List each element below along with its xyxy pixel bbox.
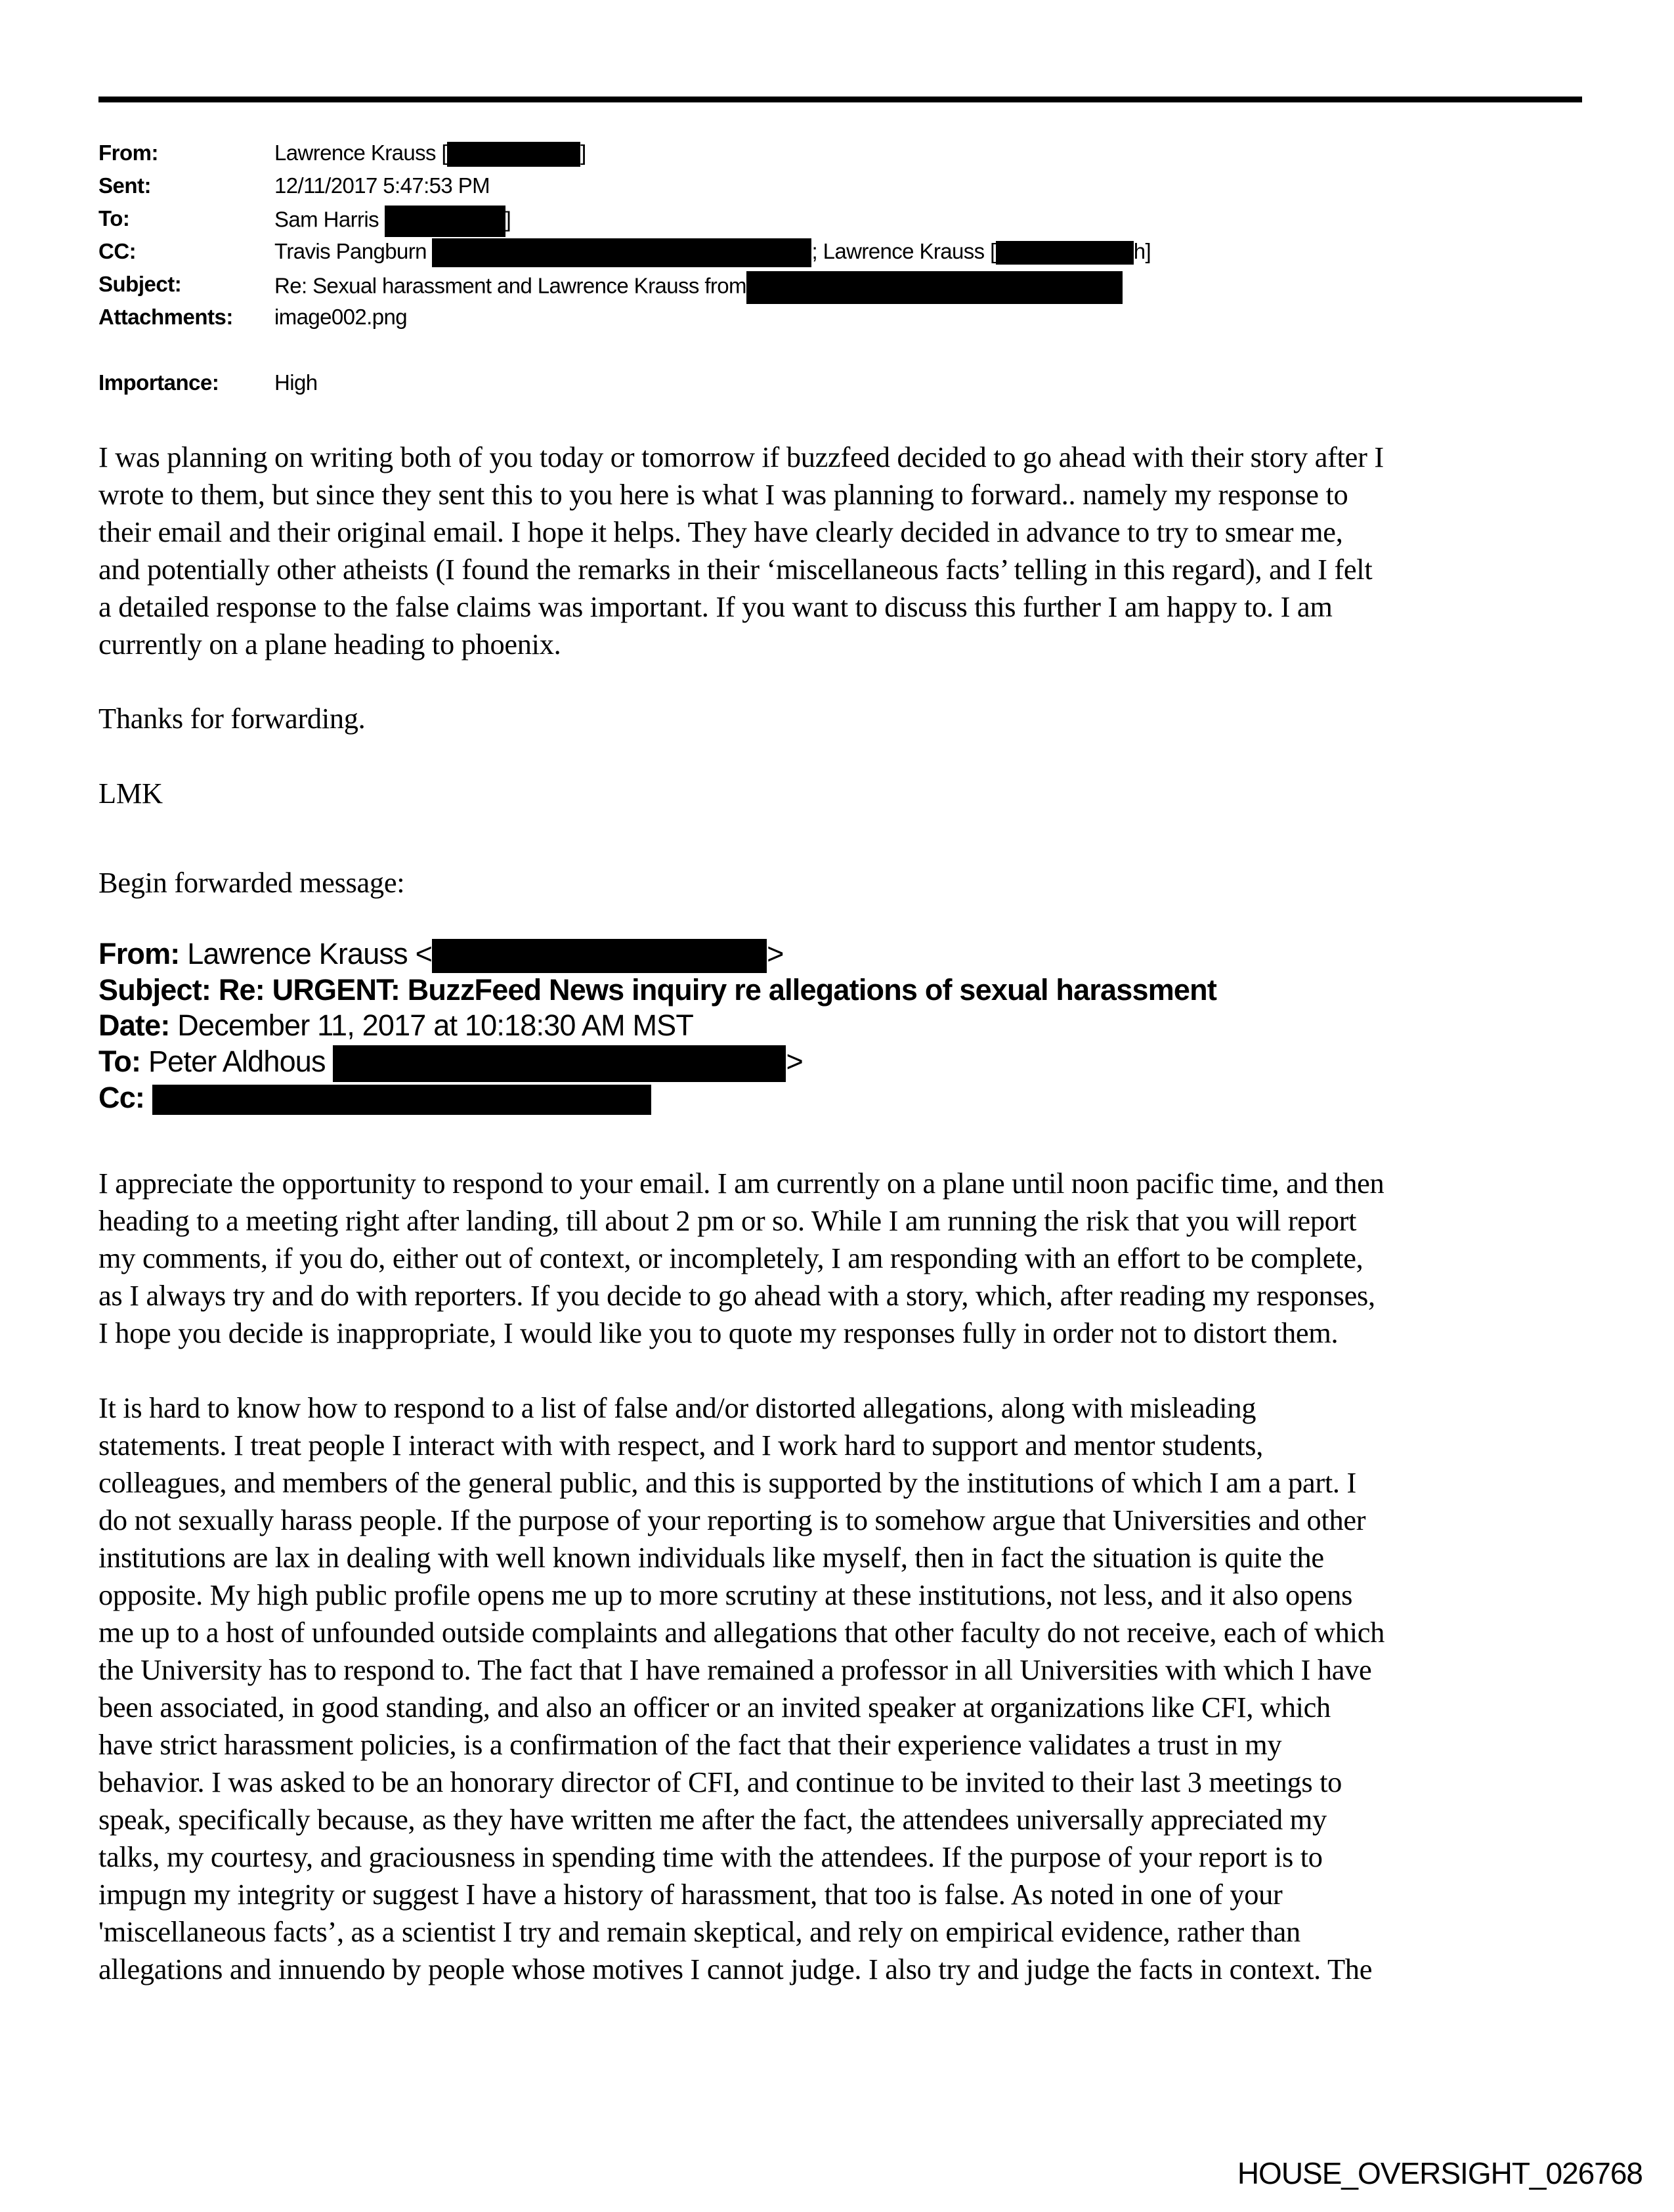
forwarded-date-value: December 11, 2017 at 10:18:30 AM MST (177, 1008, 694, 1042)
forwarded-subject-label: Subject: (98, 973, 211, 1007)
text-line: talks, my courtesy, and graciousness in spending time with the attendees. If the purpose of your report is to (98, 1840, 1323, 1873)
forwarded-to-row (98, 1044, 803, 1082)
text-line: 'miscellaneous facts’, as a scientist I try and remain skeptical, and rely on empirical evidence, rather than (98, 1915, 1300, 1948)
forwarded-to-close: > (786, 1045, 803, 1078)
text-line: statements. I treat people I interact with with respect, and I work hard to support and mentor students, (98, 1429, 1264, 1462)
to-close: ] (505, 207, 511, 232)
forwarded-from-row (98, 936, 784, 973)
text-line: do not sexually harass people. If the purpose of your reporting is to somehow argue that Universities and other (98, 1504, 1366, 1536)
from-close: ] (580, 141, 586, 165)
importance-label: Importance: (98, 370, 219, 395)
bates-number: HOUSE_OVERSIGHT_026768 (1237, 2156, 1642, 2190)
text-line: heading to a meeting right after landing, till about 2 pm or so. While I am running the risk that you will report (98, 1204, 1357, 1237)
from-label: From: (98, 141, 158, 165)
redaction-block (447, 142, 580, 167)
forwarded-paragraph-1 (98, 1165, 1589, 1352)
forwarded-cc-label: Cc: (98, 1081, 145, 1114)
message-paragraph-1 (98, 439, 1589, 663)
forwarded-date-row (98, 1008, 693, 1043)
redaction-block (385, 206, 505, 237)
text-line: colleagues, and members of the general public, and this is supported by the institutions of which I am a part. I (98, 1466, 1356, 1499)
forwarded-subject-value: Re: URGENT: BuzzFeed News inquiry re allegations of sexual harassment (218, 973, 1217, 1007)
message-thanks: Thanks for forwarding. (98, 702, 366, 735)
text-line: impugn my integrity or suggest I have a history of harassment, that too is false. As noted in one of your (98, 1878, 1283, 1911)
to-value: Sam Harris (274, 207, 379, 232)
forwarded-paragraph-2 (98, 1389, 1589, 1988)
text-line: It is hard to know how to respond to a list of false and/or distorted allegations, along with misleading (98, 1391, 1256, 1424)
cc-separator: ; Lawrence Krauss [ (811, 239, 996, 263)
from-value: Lawrence Krauss [ (274, 141, 448, 165)
sent-value: 12/11/2017 5:47:53 PM (274, 173, 490, 198)
text-line: a detailed response to the false claims was important. If you want to discuss this further I am happy to. I am (98, 590, 1333, 623)
redaction-block (333, 1045, 786, 1082)
text-line: currently on a plane heading to phoenix. (98, 628, 561, 661)
cc-value-1: Travis Pangburn (274, 239, 427, 263)
message-signature: LMK (98, 777, 163, 810)
redaction-block (432, 238, 811, 267)
forwarded-from-close: > (767, 937, 784, 970)
forwarded-from-value: Lawrence Krauss < (187, 937, 433, 970)
subject-value: Re: Sexual harassment and Lawrence Krauss from (274, 273, 746, 298)
attachment-file-link[interactable]: image002.png (274, 305, 407, 329)
text-line: have strict harassment policies, is a confirmation of the fact that their experience validates a trust in my (98, 1728, 1282, 1761)
sent-label: Sent: (98, 173, 151, 198)
cc-label: CC: (98, 239, 137, 263)
forwarded-subject-row (98, 972, 1216, 1008)
redaction-block (746, 271, 1123, 304)
forwarded-from-label: From: (98, 937, 180, 970)
text-line: been associated, in good standing, and also an officer or an invited speaker at organizations like CFI, which (98, 1691, 1331, 1724)
text-line: behavior. I was asked to be an honorary director of CFI, and continue to be invited to their last 3 meetings to (98, 1766, 1342, 1798)
forwarded-date-label: Date: (98, 1008, 170, 1042)
forward-intro: Begin forwarded message: (98, 866, 405, 899)
to-label: To: (98, 206, 130, 230)
forwarded-to-value: Peter Aldhous (148, 1045, 326, 1078)
text-line: wrote to them, but since they sent this to you here is what I was planning to forward.. namely my response to (98, 478, 1348, 511)
text-line: the University has to respond to. The fact that I have remained a professor in all Universities with which I have (98, 1653, 1372, 1686)
text-line: opposite. My high public profile opens me up to more scrutiny at these institutions, not less, and it also opens (98, 1578, 1353, 1611)
redaction-block (996, 241, 1134, 265)
subject-label: Subject: (98, 272, 182, 296)
redaction-block (152, 1085, 651, 1115)
text-line: my comments, if you do, either out of context, or incompletely, I am responding with an effort to be complete, (98, 1242, 1363, 1274)
forwarded-to-label: To: (98, 1045, 141, 1078)
text-line: I hope you decide is inappropriate, I would like you to quote my responses fully in order not to distort them. (98, 1316, 1339, 1349)
text-line: as I always try and do with reporters. If you decide to go ahead with a story, which, after reading my responses, (98, 1279, 1375, 1312)
header-divider-rule (98, 97, 1582, 102)
text-line: I appreciate the opportunity to respond to your email. I am currently on a plane until noon pacific time, and then (98, 1167, 1384, 1200)
attachments-label: Attachments: (98, 305, 233, 329)
importance-value: High (274, 370, 318, 395)
cc-tail: h] (1133, 239, 1151, 263)
text-line: and potentially other atheists (I found the remarks in their ‘miscellaneous facts’ telling in this regard), and I felt (98, 553, 1373, 586)
forwarded-cc-row (98, 1080, 651, 1116)
text-line: institutions are lax in dealing with well known individuals like myself, then in fact the situation is quite the (98, 1541, 1324, 1574)
text-line: speak, specifically because, as they have written me after the fact, the attendees universally appreciated my (98, 1803, 1327, 1836)
text-line: I was planning on writing both of you today or tomorrow if buzzfeed decided to go ahead with their story after I (98, 441, 1384, 473)
text-line: me up to a host of unfounded outside complaints and allegations that other faculty do not receive, each of which (98, 1616, 1385, 1649)
text-line: their email and their original email. I hope it helps. They have clearly decided in advance to try to smear me, (98, 515, 1343, 548)
redaction-block (432, 939, 767, 973)
text-line: allegations and innuendo by people whose motives I cannot judge. I also try and judge the facts in context. The (98, 1953, 1373, 1985)
